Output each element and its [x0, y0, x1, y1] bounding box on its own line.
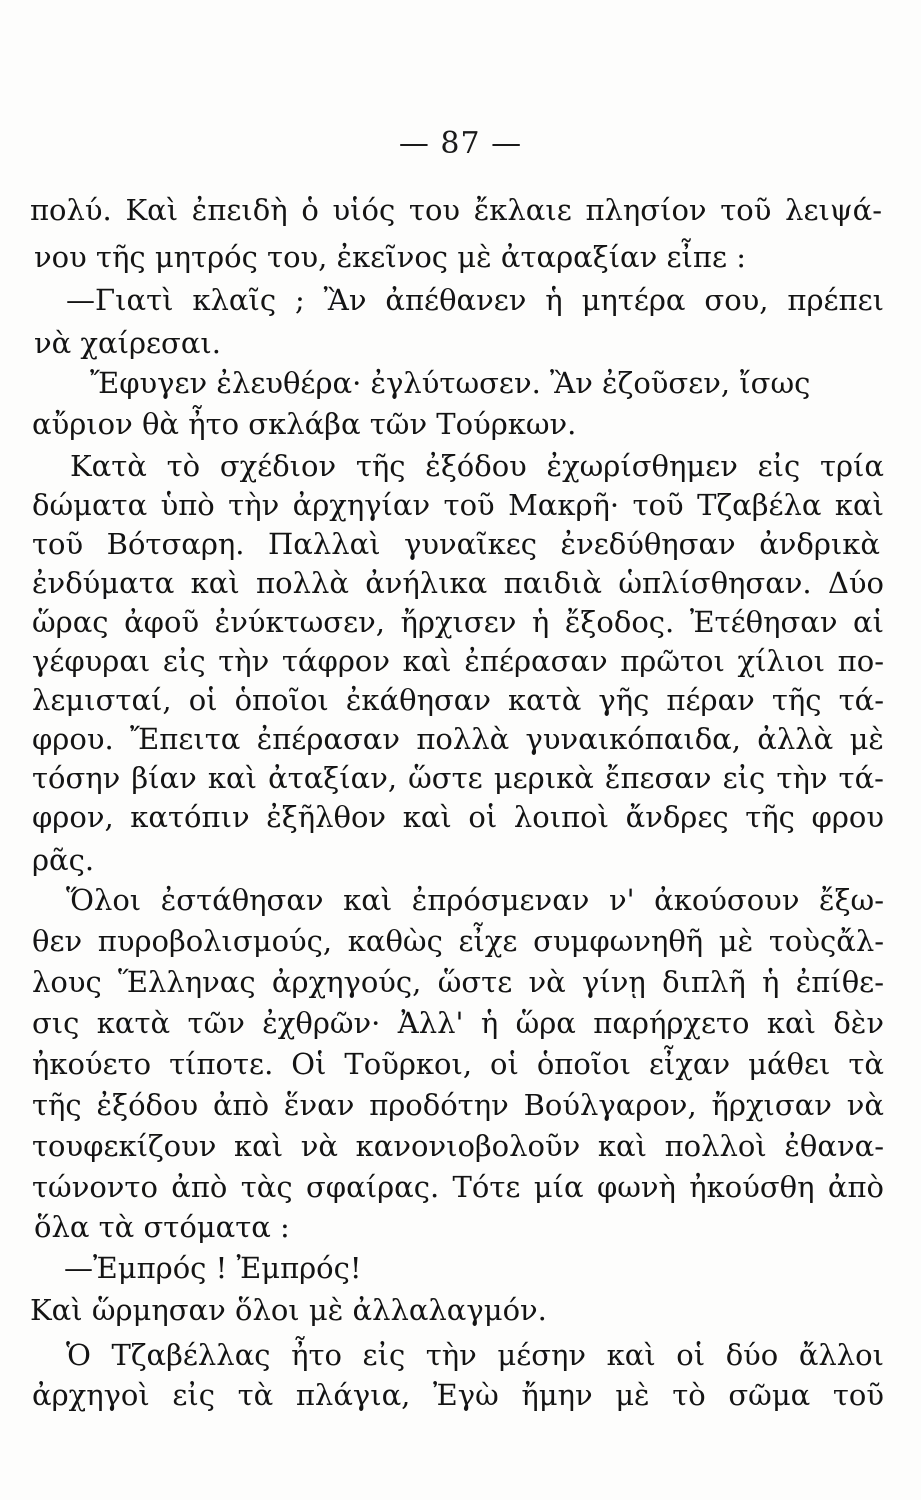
- text-line: φρου. Ἔπειτα ἐπέρασαν πολλὰ γυναικόπαιδα, ἀλλὰ μὲ: [32, 722, 884, 756]
- text-line: δώματα ὑπὸ τὴν ἀρχηγίαν τοῦ Μακρῆ· τοῦ Τζαβέλα καὶ: [32, 488, 884, 522]
- text-line: λεμισταί, οἱ ὁποῖοι ἐκάθησαν κατὰ γῆς πέραν τῆς τά-: [32, 683, 884, 717]
- text-line: νὰ χαίρεσαι.: [34, 326, 221, 360]
- text-line: Κατὰ τὸ σχέδιον τῆς ἐξόδου ἐχωρίσθημεν εἰς τρία: [70, 449, 884, 483]
- text-line: θεν πυροβολισμούς, καθὼς εἶχε συμφωνηθῆ μὲ τοὺςἄλ-: [32, 924, 884, 958]
- text-line: πολύ. Καὶ ἐπειδὴ ὁ υἱός του ἔκλαιε πλησίον τοῦ λειψά-: [30, 193, 882, 227]
- text-line: Ὅλοι ἐστάθησαν καὶ ἐπρόσμεναν ν' ἀκούσουν ἔξω-: [66, 883, 884, 917]
- text-line: τοῦ Βότσαρη. Παλλαὶ γυναῖκες ἐνεδύθησαν ἀνδρικὰ: [32, 527, 880, 561]
- text-line: Ὁ Τζαβέλλας ἦτο εἰς τὴν μέσην καὶ οἱ δύο ἄλλοι: [66, 1338, 884, 1372]
- text-line: τώνοντο ἀπὸ τὰς σφαίρας. Τότε μία φωνὴ ἠκούσθη ἀπὸ: [32, 1170, 884, 1204]
- text-line: φρον, κατόπιν ἐξῆλθον καὶ οἱ λοιποὶ ἄνδρες τῆς φρου: [32, 800, 884, 834]
- text-line: ὅλα τὰ στόματα :: [34, 1210, 290, 1244]
- text-line: αὔριον θὰ ἦτο σκλάβα τῶν Τούρκων.: [32, 407, 577, 441]
- text-line: ρᾶς.: [32, 843, 95, 877]
- text-line: ἐνδύματα καὶ πολλὰ ἀνήλικα παιδιὰ ὡπλίσθησαν. Δύο: [32, 566, 884, 600]
- text-line: ὥρας ἀφοῦ ἐνύκτωσεν, ἤρχισεν ἡ ἔξοδος. Ἐτέθησαν αἱ: [32, 605, 884, 639]
- text-line: ἠκούετο τίποτε. Οἱ Τοῦρκοι, οἱ ὁποῖοι εἶχαν μάθει τὰ: [32, 1047, 884, 1081]
- text-line: γέφυραι εἰς τὴν τάφρον καὶ ἐπέρασαν πρῶτοι χίλιοι πο-: [32, 644, 884, 678]
- text-line: —Ἐμπρός ! Ἐμπρός!: [64, 1251, 362, 1285]
- text-line: λους Ἕλληνας ἀρχηγούς, ὥστε νὰ γίνῃ διπλῆ ἡ ἐπίθε-: [32, 965, 884, 999]
- text-line: τόσην βίαν καὶ ἀταξίαν, ὥστε μερικὰ ἔπεσαν εἰς τὴν τά-: [32, 761, 884, 795]
- page-number: — 87 —: [398, 126, 523, 161]
- text-line: τουφεκίζουν καὶ νὰ κανονιοβολοῦν καὶ πολλοὶ ἐθανα-: [32, 1129, 884, 1163]
- text-line: Ἔφυγεν ἐλευθέρα· ἐγλύτωσεν. Ἂν ἐζοῦσεν, ἴσως: [90, 366, 811, 400]
- text-line: Καὶ ὥρμησαν ὅλοι μὲ ἀλλαλαγμόν.: [30, 1293, 547, 1327]
- text-line: —Γιατὶ κλαῖς ; Ἂν ἀπέθανεν ἡ μητέρα σου, πρέπει: [66, 283, 884, 317]
- text-line: τῆς ἐξόδου ἀπὸ ἕναν προδότην Βούλγαρον, ἤρχισαν νὰ: [32, 1088, 884, 1122]
- text-line: νου τῆς μητρός του, ἐκεῖνος μὲ ἀταραξίαν εἶπε :: [34, 240, 746, 274]
- text-line: σις κατὰ τῶν ἐχθρῶν· Ἀλλ' ἡ ὥρα παρήρχετο καὶ δὲν: [32, 1006, 884, 1040]
- text-line: ἀρχηγοὶ εἰς τὰ πλάγια, Ἐγὼ ἤμην μὲ τὸ σῶμα τοῦ: [32, 1378, 884, 1412]
